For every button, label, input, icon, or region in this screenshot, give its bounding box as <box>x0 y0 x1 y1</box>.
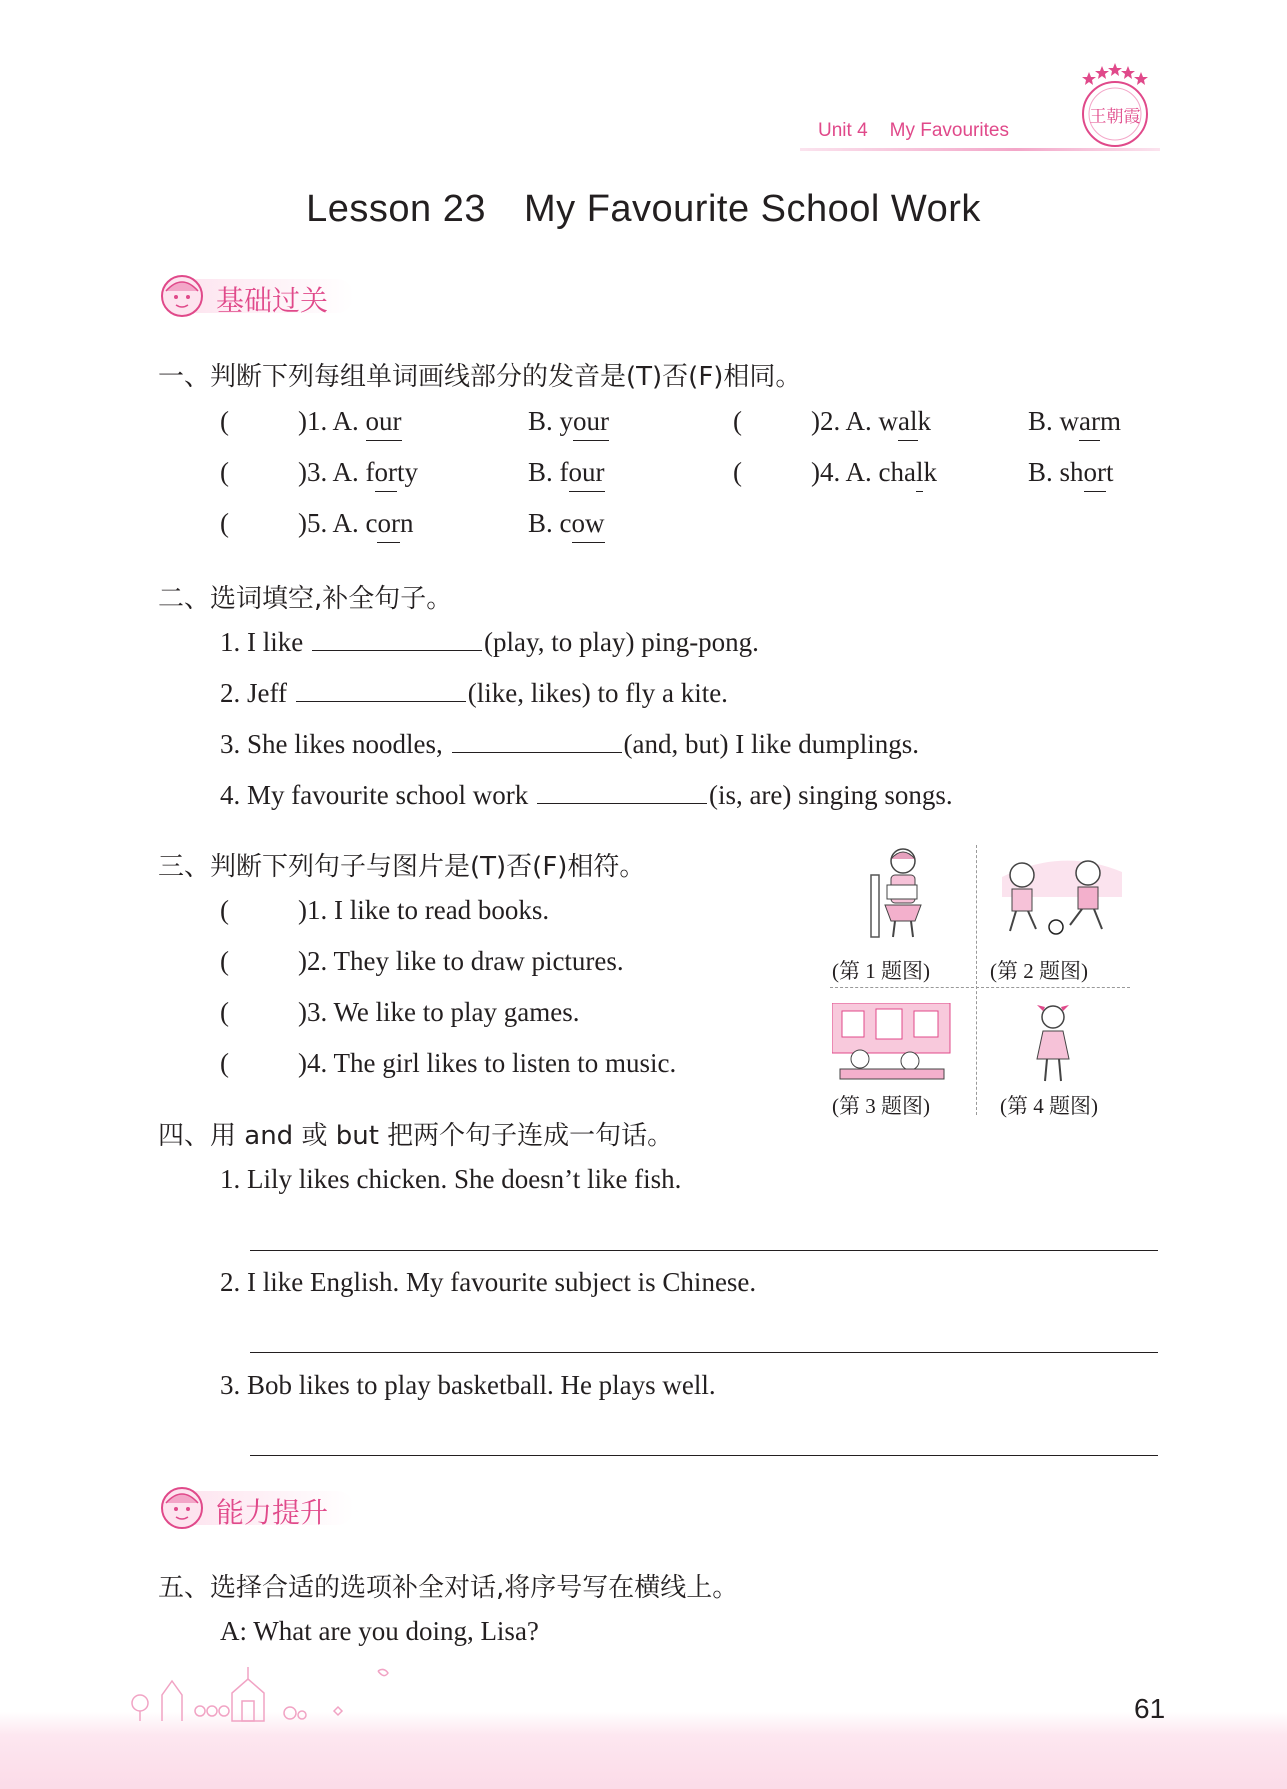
q3-item: ( )3. We like to play games. <box>220 997 580 1027</box>
lesson-number: Lesson 23 <box>306 188 486 230</box>
q1-option-b: B. your <box>528 406 610 436</box>
cartoon-face-icon <box>158 273 212 319</box>
picture-caption: (第 3 题图) <box>832 1094 930 1118</box>
picture-caption: (第 2 题图) <box>990 959 1088 983</box>
answer-blank[interactable] <box>452 730 622 753</box>
section-label: 基础过关 <box>216 284 329 317</box>
q1-item: ( )4. A. chalk <box>733 457 937 487</box>
q1-option-b: B. warm <box>1028 406 1122 436</box>
page-number: 61 <box>1134 1693 1166 1724</box>
picture-caption: (第 4 题图) <box>1000 1094 1098 1118</box>
svg-text:王朝霞: 王朝霞 <box>1089 107 1141 127</box>
answer-line[interactable] <box>250 1250 1158 1251</box>
q3-item: ( )4. The girl likes to listen to music. <box>220 1048 677 1078</box>
section-banner-basic <box>158 273 378 319</box>
kids-playing-football-image <box>992 847 1132 937</box>
q5-dialogue-line: A: What are you doing, Lisa? <box>220 1616 539 1646</box>
q1-option-b: B. four <box>528 457 605 487</box>
lesson-name: My Favourite School Work <box>523 188 981 230</box>
q2-heading: 二、选词填空,补全句子。 <box>158 584 453 614</box>
brand-seal-logo <box>1075 62 1155 152</box>
answer-blank[interactable] <box>312 628 482 651</box>
q1-item: ( )5. A. corn <box>220 508 414 538</box>
q4-item: 3. Bob likes to play basketball. He plays well. <box>220 1370 716 1400</box>
town-decoration-icon <box>120 1665 400 1725</box>
q5-heading: 五、选择合适的选项补全对话,将序号写在横线上。 <box>158 1573 739 1603</box>
q2-item: 1. I like (play, to play) ping-pong. <box>220 627 759 657</box>
section-banner-ability <box>158 1485 378 1531</box>
girl-standing-image <box>1025 1003 1081 1085</box>
q1-item: ( )3. A. forty <box>220 457 419 487</box>
answer-line[interactable] <box>250 1455 1158 1456</box>
lesson-title <box>0 188 1287 231</box>
section-label: 能力提升 <box>216 1496 329 1529</box>
q3-heading: 三、判断下列句子与图片是(T)否(F)相符。 <box>158 852 646 882</box>
q4-item: 1. Lily likes chicken. She doesn’t like fish. <box>220 1164 682 1194</box>
girl-reading-image <box>865 845 935 941</box>
picture-grid <box>820 845 1140 1125</box>
q1-item: ( )1. A. our <box>220 406 402 436</box>
answer-line[interactable] <box>250 1352 1158 1353</box>
q2-item: 3. She likes noodles, (and, but) I like dumplings. <box>220 729 919 759</box>
answer-blank[interactable] <box>537 781 707 804</box>
answer-blank[interactable] <box>296 679 466 702</box>
cartoon-face-icon <box>158 1485 212 1531</box>
q4-item: 2. I like English. My favourite subject is Chinese. <box>220 1267 757 1297</box>
q1-option-b: B. short <box>1028 457 1114 487</box>
q1-heading: 一、判断下列每组单词画线部分的发音是(T)否(F)相同。 <box>158 362 802 392</box>
q1-option-b: B. cow <box>528 508 605 538</box>
q3-item: ( )1. I like to read books. <box>220 895 550 925</box>
unit-title: My Favourites <box>889 120 1009 141</box>
q3-item: ( )2. They like to draw pictures. <box>220 946 624 976</box>
q2-item: 4. My favourite school work (is, are) singing songs. <box>220 780 953 810</box>
kids-drawing-pictures-image <box>832 1003 952 1085</box>
q4-heading: 四、用 and 或 but 把两个句子连成一句话。 <box>158 1121 674 1151</box>
q1-item: ( )2. A. walk <box>733 406 931 436</box>
unit-label: Unit 4 <box>818 120 868 141</box>
picture-caption: (第 1 题图) <box>832 959 930 983</box>
q2-item: 2. Jeff (like, likes) to fly a kite. <box>220 678 728 708</box>
